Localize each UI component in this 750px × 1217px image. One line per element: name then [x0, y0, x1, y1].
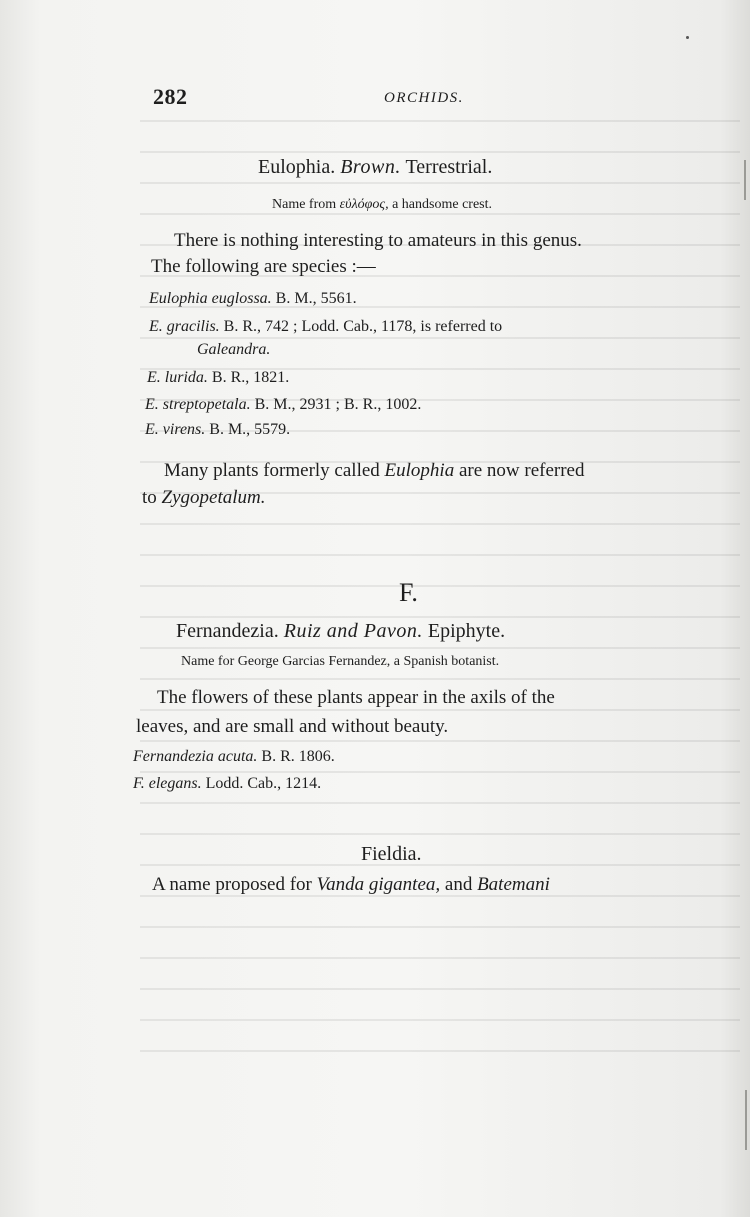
species-entry: Eulophia euglossa. B. M., 5561. [149, 290, 357, 307]
species-continuation: Galeandra. [197, 341, 271, 358]
species-entry: Fernandezia acuta. B. R. 1806. [133, 748, 335, 765]
eulophia-note-line-1: Many plants formerly called Eulophia are now referred [164, 460, 585, 481]
eulophia-name-note: Name from εὐλόφος, a handsome crest. [272, 197, 493, 212]
species-entry: E. virens. B. M., 5579. [145, 421, 291, 438]
eulophia-intro-line-2: The following are species :— [151, 256, 376, 277]
fernandezia-name-note: Name for George Garcias Fernandez, a Spanish botanist. [181, 654, 500, 669]
genus-name: Eulophia. [258, 156, 336, 178]
eulophia-heading [258, 156, 492, 179]
page-edge-mark [744, 160, 746, 200]
species-entry: E. gracilis. B. R., 742 ; Lodd. Cab., 1178, is referred to [149, 318, 503, 335]
fernandezia-heading [176, 620, 505, 643]
fieldia-heading: Fieldia. [361, 843, 422, 865]
running-title: ORCHIDS. [384, 90, 464, 106]
species-entry: E. streptopetala. B. M., 2931 ; B. R., 1002. [145, 396, 422, 413]
genus-name: Fernandezia. [176, 620, 279, 642]
fernandezia-desc-line-2: leaves, and are small and without beauty. [136, 716, 449, 737]
species-entry: F. elegans. Lodd. Cab., 1214. [133, 775, 322, 792]
genus-author: Brown. [340, 156, 401, 178]
genus-author: Ruiz and Pavon. [283, 620, 423, 642]
fernandezia-desc-line-1: The flowers of these plants appear in the axils of the [157, 687, 555, 708]
eulophia-note-line-2: to Zygopetalum. [142, 487, 266, 508]
eulophia-intro-line-1: There is nothing interesting to amateurs in this genus. [174, 230, 582, 251]
genus-habit: Terrestrial. [405, 156, 493, 178]
page-number: 282 [153, 84, 188, 109]
genus-habit: Epiphyte. [427, 620, 506, 642]
section-letter: F. [399, 578, 418, 607]
species-entry: E. lurida. B. R., 1821. [147, 369, 290, 386]
ink-speck [686, 36, 689, 39]
fieldia-line: A name proposed for Vanda gigantea, and Batemani [152, 874, 550, 895]
page-edge-mark [745, 1090, 747, 1150]
